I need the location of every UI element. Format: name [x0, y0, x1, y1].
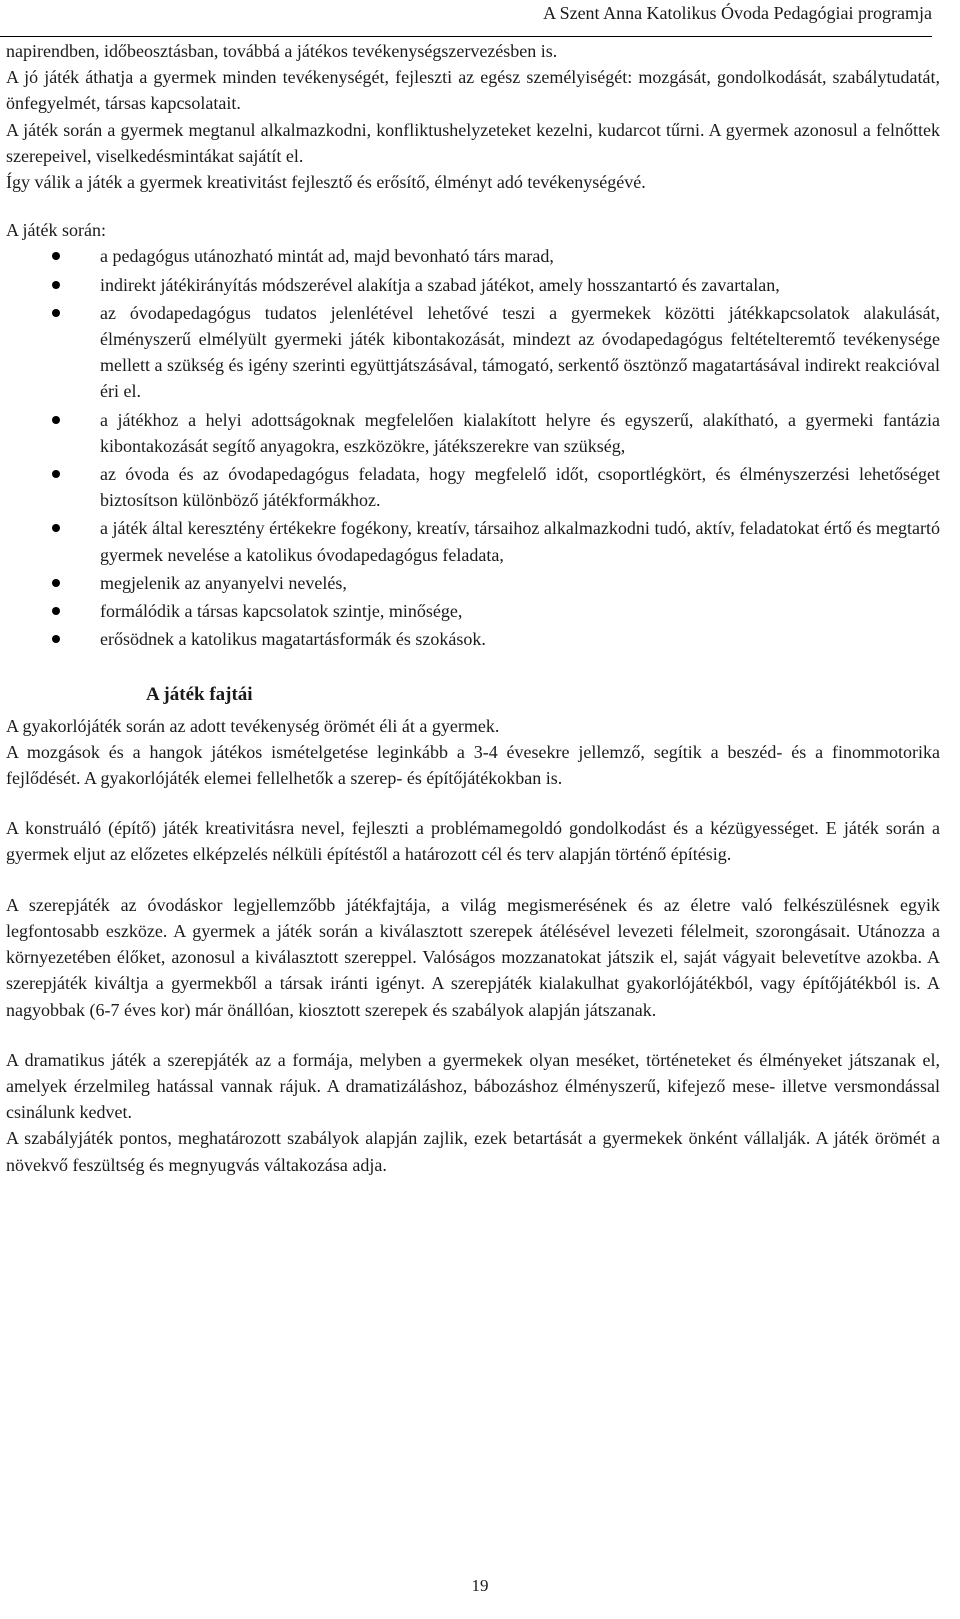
bullet-icon — [52, 281, 60, 289]
intro-line: Így válik a játék a gyermek kreativitást fejlesztő és erősítő, élményt adó tevékenységévé. — [6, 172, 646, 193]
list-item: az óvoda és az óvodapedagógus feladata, hogy megfelelő időt, csoportlégkört, és élményszerzési lehetőséget biztosítson különböző játékformákhoz. — [6, 461, 940, 513]
bullet-icon — [52, 607, 60, 615]
page-header — [0, 0, 932, 37]
paragraph-szerepjatek: A szerepjáték az óvodáskor legjellemzőbb játékfajtája, a világ megismerésének és az életre való felkészülésnek egyik legfontosabb eszköze. A gyermek a játék során a kiválasztott szerepek átélésével levezeti félelmeit, szorongásait. Utánozza a környezetében élőket, azonosul a kiválasztott szereppel. Valóságos mozzanatokat játszik el, saját vágyait belevetítve azokba. A szerepjáték kiváltja a gyermekből a társak iránti igényt. A szerepjáték kialakulhat gyakorlójátékból, vagy építőjátékból is. A nagyobbak (6-7 éves kor) már önállóan, kiosztott szerepek és szabályok alapján játszanak. — [6, 894, 940, 1020]
list-item: a pedagógus utánozható mintát ad, majd bevonható társ marad, — [6, 243, 940, 269]
paragraph-konstrualo: A konstruáló (építő) játék kreativitásra nevel, fejleszti a problémamegoldó gondolkodást és a kézügyességet. E játék során a gyermek eljut az előzetes elképzelés nélküli építéstől a határozott cél és terv alapján történő építésig. — [6, 818, 940, 865]
list-item: megjelenik az anyanyelvi nevelés, — [6, 570, 940, 596]
bullet-icon — [52, 579, 60, 587]
paragraph-gyakorlo-2: A mozgások és a hangok játékos ismételgetése leginkább a 3-4 évesekre jellemző, segítik a beszéd- és a finommotorika fejlődését. A gyakorlójáték elemei fellelhetők a szerep- és építőjátékokban is. — [6, 741, 940, 789]
paragraph-dramatikus: A dramatikus játék a szerepjáték az a formája, melyben a gyermekek olyan meséket, történeteket és élményeket játszanak el, amelyek érzelmileg hatással vannak rájuk. A dramatizáláshoz, bábozáshoz élményszerű, kifejező mese- illetve versmondással csinálunk kedvet. — [6, 1049, 940, 1123]
list-item: formálódik a társas kapcsolatok szintje, minősége, — [6, 598, 940, 624]
paragraph-szabalyjatek: A szabályjáték pontos, meghatározott szabályok alapján zajlik, ezek betartását a gyermekek önként vállalják. A játék örömét a növekvő feszültség és megnyugvás váltakozása adja. — [6, 1128, 940, 1175]
bullet-icon — [52, 252, 60, 260]
paragraph-gyakorlo-1: A gyakorlójáték során az adott tevékenység örömét éli át a gyermek. — [6, 715, 500, 736]
page-number: 19 — [471, 1576, 489, 1595]
page-body — [6, 38, 940, 1178]
list-item: az óvodapedagógus tudatos jelenlétével lehetővé teszi a gyermekek közötti játékkapcsolatok alakulását, élményszerű elmélyült gyermeki játék kibontakozását, mindezt az óvodapedagógus feltételteremtő tevékenysége mellett a szükség és igény szerinti együttjátszásával, támogató, serkentő ösztönző magatartásával indirekt reakcióval éri el. — [6, 300, 940, 405]
bullet-list — [6, 243, 940, 652]
intro-line: napirendben, időbeosztásban, továbbá a játékos tevékenységszervezésben is. — [6, 41, 558, 61]
list-item: erősödnek a katolikus magatartásformák és szokások. — [6, 626, 940, 652]
list-item: a játékhoz a helyi adottságoknak megfelelően kialakított helyre és egyszerű, alakítható, a gyermeki fantázia kibontakozását segítő anyagokra, eszközökre, játékszerekre van szükség, — [6, 407, 940, 459]
intro-line: A jó játék áthatja a gyermek minden tevékenységét, fejleszti az egész személyiségét: mozgását, gondolkodását, szabálytudatát, önfegyelmét, társas kapcsolatait. — [6, 67, 940, 114]
bullet-icon — [52, 416, 60, 424]
header-title: A Szent Anna Katolikus Óvoda Pedagógiai programja — [543, 3, 932, 23]
bullet-icon — [52, 309, 60, 317]
section-heading: A játék fajtái — [146, 684, 253, 706]
bullet-icon — [52, 524, 60, 532]
list-item: indirekt játékirányítás módszerével alakítja a szabad játékot, amely hosszantartó és zavartalan, — [6, 272, 940, 298]
list-intro: A játék során: — [6, 220, 106, 241]
intro-line: A játék során a gyermek megtanul alkalmazkodni, konfliktushelyzeteket kezelni, kudarcot tűrni. A gyermek azonosul a felnőttek szerepeivel, viselkedésmintákat sajátít el. — [6, 119, 940, 166]
bullet-icon — [52, 470, 60, 478]
list-item: a játék által keresztény értékekre fogékony, kreatív, társaihoz alkalmazkodni tudó, aktív, feladatokat értő és megtartó gyermek nevelése a katolikus óvodapedagógus feladata, — [6, 515, 940, 567]
bullet-icon — [52, 635, 60, 643]
